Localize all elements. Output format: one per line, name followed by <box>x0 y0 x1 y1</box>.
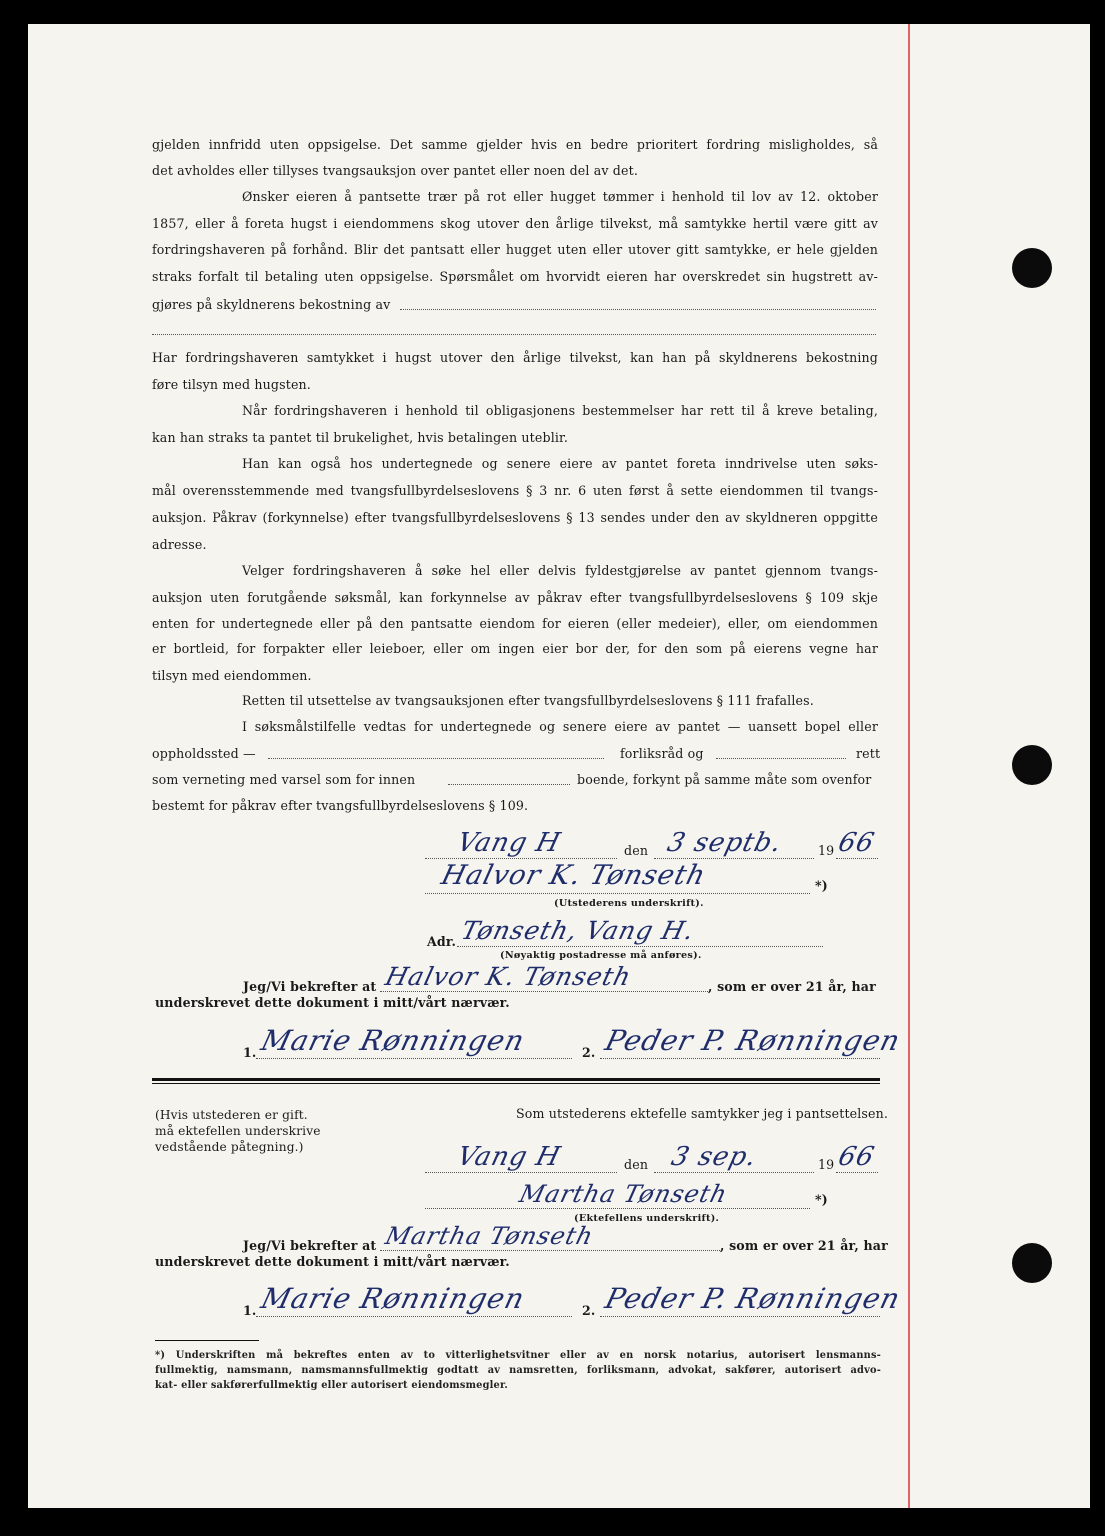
handwritten-date: 3 septb. <box>664 828 786 858</box>
date-label: den <box>624 843 649 858</box>
punch-hole <box>1012 248 1052 288</box>
body-line: bestemt for påkrav efter tvangsfullbyrdelseslovens § 109. <box>152 798 529 813</box>
body-line: gjøres på skyldnerens bekostning av <box>152 297 391 312</box>
signature-caption: (Ektefellens underskrift). <box>574 1213 720 1224</box>
fill-line <box>716 758 846 759</box>
body-line: gjelden innfridd uten oppsigelse. Det samme gjelder hvis en bedre prioritert fordring misligholdes, så <box>152 137 878 152</box>
age-statement: , som er over 21 år, har <box>720 1238 888 1253</box>
body-line: er bortleid, for forpakter eller leieboer, eller om ingen eier bor der, for den som på eierens vegne har <box>152 641 878 656</box>
spouse-note: (Hvis utstederen er gift. <box>155 1108 308 1122</box>
handwritten-date: 3 sep. <box>668 1142 761 1172</box>
footnote-line: fullmektig, namsmann, namsmannsfullmektig godtatt av namsretten, forliksmann, advokat, sakfører, autorisert advo- <box>155 1365 881 1376</box>
body-line: det avholdes eller tillyses tvangsauksjon over pantet eller noen del av det. <box>152 163 638 178</box>
issuer-signature: Halvor K. Tønseth <box>438 860 710 891</box>
body-line: auksjon. Påkrav (forkynnelse) efter tvangsfullbyrdelseslovens § 13 sendes under den av skyldneren oppgitte <box>152 510 878 525</box>
section-divider <box>152 1078 880 1081</box>
witness-statement: underskrevet dette dokument i mitt/vårt nærvær. <box>155 1254 510 1269</box>
signature-line <box>600 1316 880 1317</box>
witness-statement: underskrevet dette dokument i mitt/vårt nærvær. <box>155 995 510 1010</box>
witness2-signature: Peder P. Rønningen <box>601 1282 905 1315</box>
signature-line <box>256 1316 572 1317</box>
witness1-signature: Marie Rønningen <box>257 1282 529 1315</box>
signature-caption: (Utstederens underskrift). <box>554 898 704 909</box>
fill-line <box>380 1250 722 1251</box>
footnote-line: kat- eller sakførerfullmektig eller autorisert eiendomsmegler. <box>155 1380 509 1391</box>
witness2-signature: Peder P. Rønningen <box>601 1024 905 1057</box>
fill-line <box>425 858 617 859</box>
handwritten-place: Vang H <box>454 1142 564 1172</box>
body-line: Han kan også hos undertegnede og senere eiere av pantet foreta inndrivelse uten søks- <box>242 456 878 471</box>
body-line: 1857, eller å foreta hugst i eiendommens skog utover den årlige tilvekst, må samtykke hertil være gitt av <box>152 216 878 231</box>
age-statement: , som er over 21 år, har <box>708 979 876 994</box>
fill-line <box>836 858 878 859</box>
year-prefix: 19 <box>818 1157 835 1172</box>
spouse-signature: Martha Tønseth <box>516 1180 731 1208</box>
body-line: Retten til utsettelse av tvangsauksjonen efter tvangsfullbyrdelseslovens § 111 frafalles. <box>242 693 814 708</box>
address-label: Adr. <box>427 934 457 949</box>
witness-number: 2. <box>582 1303 596 1318</box>
spouse-note: vedstående påtegning.) <box>155 1140 304 1154</box>
body-line: Har fordringshaveren samtykket i hugst utover den årlige tilvekst, kan han på skyldnerens bekostning <box>152 350 878 365</box>
address-caption: (Nøyaktig postadresse må anføres). <box>500 950 702 961</box>
witness-number: 1. <box>243 1045 257 1060</box>
date-label: den <box>624 1157 649 1172</box>
fill-line <box>380 991 710 992</box>
signature-line <box>256 1058 572 1059</box>
fill-line <box>152 334 876 335</box>
body-line: Når fordringshaveren i henhold til obligasjonens bestemmelser har rett til å kreve betaling, <box>242 403 878 418</box>
handwritten-place: Vang H <box>454 828 564 858</box>
body-text: som verneting med varsel som for innen <box>152 772 416 787</box>
signature-line <box>425 893 810 894</box>
body-line: I søksmålstilfelle vedtas for undertegnede og senere eiere av pantet — uansett bopel eller <box>242 719 878 734</box>
fill-line <box>425 1172 617 1173</box>
witnessed-name: Martha Tønseth <box>382 1222 597 1250</box>
spouse-consent: Som utstederens ektefelle samtykker jeg i pantsettelsen. <box>516 1106 889 1121</box>
handwritten-year: 66 <box>835 828 878 858</box>
fill-line <box>457 946 823 947</box>
punch-hole <box>1012 745 1052 785</box>
body-line: Ønsker eieren å pantsette trær på rot eller hugget tømmer i henhold til lov av 12. oktober <box>242 189 878 204</box>
body-line: adresse. <box>152 537 207 552</box>
footnote-marker: *) <box>815 878 828 893</box>
fill-line <box>400 309 876 310</box>
footnote-line: *) Underskriften må bekreftes enten av to vitterlighetsvitner eller av en norsk notarius, autorisert lensmanns- <box>155 1350 881 1361</box>
witness-number: 1. <box>243 1303 257 1318</box>
fill-line <box>836 1172 878 1173</box>
body-line: Velger fordringshaveren å søke hel eller delvis fyldestgjørelse av pantet gjennom tvangs- <box>242 563 878 578</box>
handwritten-address: Tønseth, Vang H. <box>458 916 698 945</box>
body-line: fordringshaveren på forhånd. Blir det pantsatt eller hugget uten eller utover gitt samtykke, er hele gjelden <box>152 242 878 257</box>
signature-line <box>425 1208 810 1209</box>
confirm-label: Jeg/Vi bekrefter at <box>243 979 377 994</box>
body-text: forliksråd og <box>620 746 704 761</box>
fill-line <box>654 858 814 859</box>
body-line: enten for undertegnede eller på den pantsatte eiendom for eieren (eller medeier), eller, om eiendommen <box>152 616 878 631</box>
body-line: kan han straks ta pantet til brukelighet, hvis betalingen uteblir. <box>152 430 568 445</box>
witness1-signature: Marie Rønningen <box>257 1024 529 1057</box>
fill-line <box>654 1172 814 1173</box>
handwritten-year: 66 <box>835 1142 878 1172</box>
body-line: straks forfalt til betaling uten oppsigelse. Spørsmålet om hvorvidt eieren har overskredet sin hugstrett av- <box>152 269 878 284</box>
body-line: mål overensstemmende med tvangsfullbyrdelseslovens § 3 nr. 6 uten først å sette eiendommen til tvangs- <box>152 483 878 498</box>
confirm-label: Jeg/Vi bekrefter at <box>243 1238 377 1253</box>
spouse-note: må ektefellen underskrive <box>155 1124 321 1138</box>
body-line: føre tilsyn med hugsten. <box>152 377 311 392</box>
body-text: oppholdssted — <box>152 746 256 761</box>
section-divider <box>152 1083 880 1084</box>
year-prefix: 19 <box>818 843 835 858</box>
witnessed-name: Halvor K. Tønseth <box>382 962 635 991</box>
body-line: auksjon uten forutgående søksmål, kan forkynnelse av påkrav efter tvangsfullbyrdelseslovens § 109 skje <box>152 590 878 605</box>
fill-line <box>448 784 570 785</box>
witness-number: 2. <box>582 1045 596 1060</box>
signature-line <box>600 1058 880 1059</box>
footnote-marker: *) <box>815 1192 828 1207</box>
body-text: boende, forkynt på samme måte som ovenfor <box>577 772 872 787</box>
fill-line <box>268 758 604 759</box>
footnote-rule <box>155 1340 259 1341</box>
punch-hole <box>1012 1243 1052 1283</box>
body-line: tilsyn med eiendommen. <box>152 668 312 683</box>
body-text: rett <box>856 746 881 761</box>
margin-line <box>908 24 910 1508</box>
